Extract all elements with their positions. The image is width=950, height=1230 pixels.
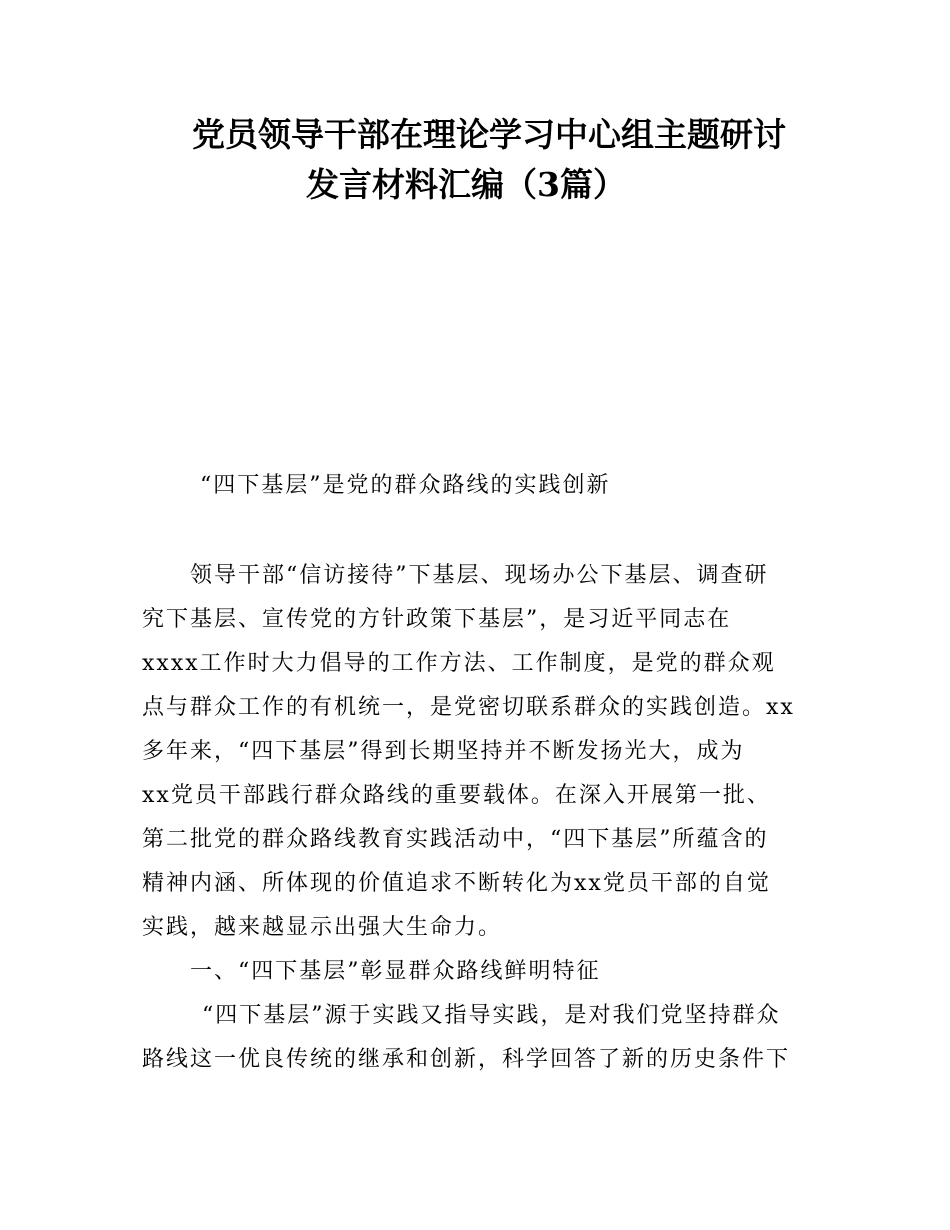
body-line: 路线这一优良传统的继承和创新，科学回答了新的历史条件下 (142, 1047, 791, 1072)
article-body (142, 554, 814, 1082)
body-line: 领导干部“信访接待”下基层、现场办公下基层、调查研 (190, 563, 769, 588)
body-line: xxxx工作时大力倡导的工作方法、工作制度，是党的群众观 (142, 651, 776, 676)
document-title (140, 110, 840, 210)
body-line: 点与群众工作的有机统一，是党密切联系群众的实践创造。xx (142, 695, 795, 720)
article-subheading: “四下基层”是党的群众路线的实践创新 (200, 473, 611, 498)
body-line: 究下基层、宣传党的方针政策下基层”，是习近平同志在 (142, 607, 732, 632)
body-line: 多年来，“四下基层”得到长期坚持并不断发扬光大，成为 (142, 739, 745, 764)
body-line: “四下基层”源于实践又指导实践，是对我们党坚持群众 (202, 1003, 781, 1028)
body-line: xx党员干部践行群众路线的重要载体。在深入开展第一批、 (142, 783, 771, 808)
section-heading: 一、“四下基层”彰显群众路线鲜明特征 (190, 959, 601, 984)
title-line-2: 发言材料汇编（3篇） (306, 165, 626, 204)
body-line: 第二批党的群众路线教育实践活动中，“四下基层”所蕴含的 (142, 827, 769, 852)
title-line-1: 党员领导干部在理论学习中心组主题研讨 (192, 115, 786, 154)
body-line: 精神内涵、所体现的价值追求不断转化为xx党员干部的自觉 (142, 871, 771, 896)
body-line: 实践，越来越显示出强大生命力。 (142, 915, 503, 940)
